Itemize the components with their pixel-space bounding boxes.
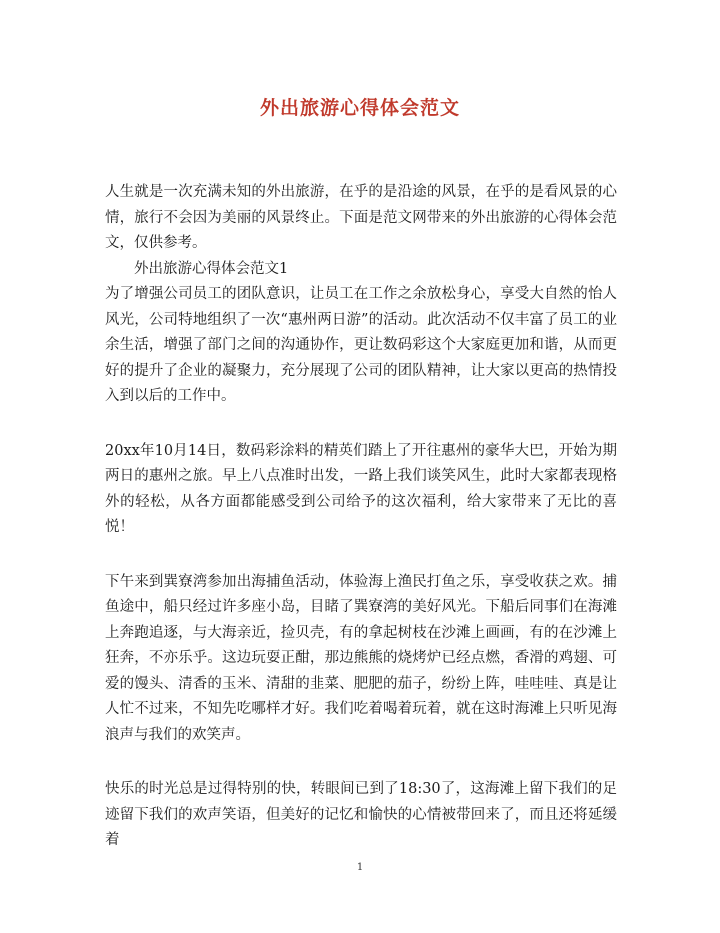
body-paragraph-4: 快乐的时光总是过得特别的快，转眼间已到了18:30了，这海滩上留下我们的足迹留下我们的欢声笑语，但美好的记忆和愉快的心情被带回来了，而且还将延缓着 [105,781,617,848]
paragraph-gap [105,410,617,439]
section-subtitle: 外出旅游心得体会范文1 [134,260,289,277]
page-number: 1 [356,862,364,873]
document-title: 外出旅游心得体会范文 [259,97,460,119]
paragraph-gap [105,748,617,777]
body-paragraph-2: 20xx年10月14日，数码彩涂料的精英们踏上了开往惠州的豪华大巴，开始为期两日的惠州之旅。早上八点准时出发，一路上我们谈笑风生，此时大家都表现格外的轻松，从各方面都能感受到公司给予的这次福利，给大家带来了无比的喜悦！ [105,442,617,535]
body-paragraph-1: 为了增强公司员工的团队意识，让员工在工作之余放松身心，享受大自然的怡人风光，公司特地组织了一次“惠州两日游”的活动。此次活动不仅丰富了员工的业余生活，增强了部门之间的沟通协作，更让数码彩这个大家庭更加和谐，从而更好的提升了企业的凝聚力，充分展现了公司的团队精神，让大家以更高的热情投入到以后的工作中。 [105,286,617,404]
intro-paragraph: 人生就是一次充满未知的外出旅游，在乎的是沿途的风景，在乎的是看风景的心情，旅行不会因为美丽的风景终止。下面是范文网带来的外出旅游的心得体会范文，仅供参考。 [105,184,617,251]
body-paragraph-3: 下午来到巽寮湾参加出海捕鱼活动，体验海上渔民打鱼之乐，享受收获之欢。捕鱼途中，船只经过许多座小岛，目睹了巽寮湾的美好风光。下船后同事们在海滩上奔跑追逐，与大海亲近，捡贝壳，有的拿起树枝在沙滩上画画，有的在沙滩上狂奔，不亦乐乎。这边玩耍正酣，那边熊熊的烧烤炉已经点燃，香滑的鸡翅、可爱的馒头、清香的玉米、清甜的韭菜、肥肥的茄子，纷纷上阵，哇哇哇、真是让人忙不过来，不知先吃哪样才好。我们吃着喝着玩着，就在这时海滩上只听见海浪声与我们的欢笑声。 [105,573,617,743]
document-body [105,180,617,854]
paragraph-gap [105,541,617,570]
